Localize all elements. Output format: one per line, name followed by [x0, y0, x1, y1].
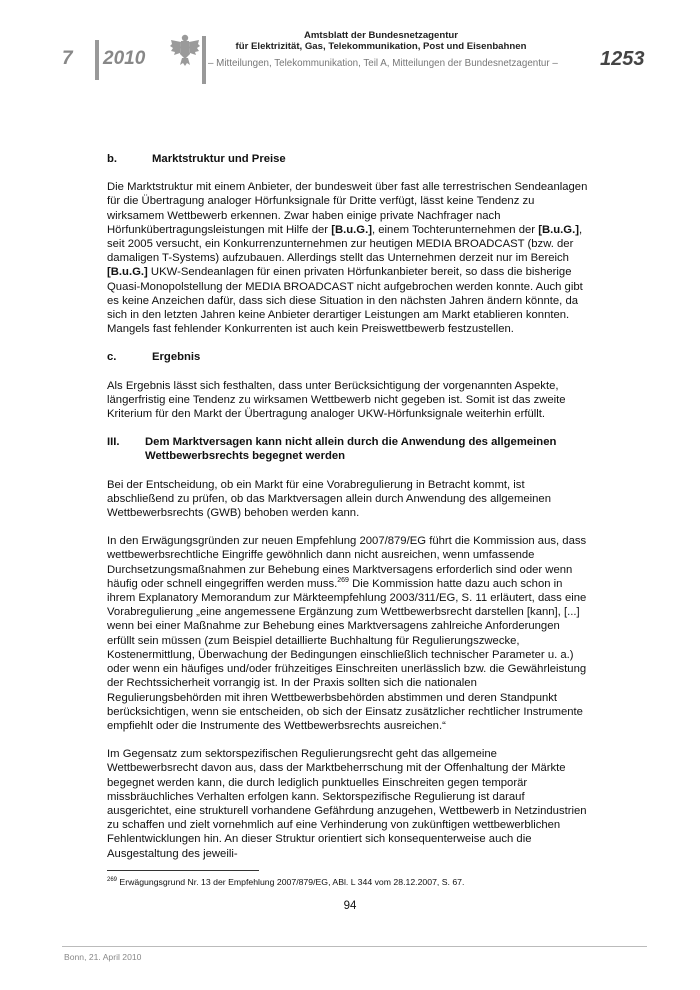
redaction-marker: [B.u.G.] — [107, 266, 148, 279]
text-run: Die Marktstruktur mit einem Anbieter, der bundesweit über fast alle terrestrischen Sendeanlagen für die Übertragung analoger Hörfunksignale für Dritte verfügt, lässt keine Tendenz zu wirksamem Wettbewerb erkennen. Zwar haben einige private Nachfrager nach Hörfunkübertragungsleistungen mit Hilfe der — [107, 181, 588, 236]
federal-eagle-icon — [170, 32, 200, 68]
footer-divider — [62, 946, 647, 947]
text-run: Die Kommission hatte dazu auch schon in ihrem Explanatory Memorandum zur Märkteempfehlung 2003/311/EG, S. 11 erläutert, dass eine Vorabregulierung „eine angemessene Ergänzung zum Wettbewerbsrecht darstellen [kann], [...] wenn bei einer Maßnahme zur Behebung eines Marktversagens zahlreiche Anforderungen erfüllt sein müssen (zum Beispiel detaillierte Buchhaltung für Regulierungszwecke, Kostenermittlung, Überwachung der Bedingungen einschließlich technischer Parameter u. a.) oder wenn ein häufiges und/oder frühzeitiges Einschreiten unerlässlich bzw. die Gewährleistung der Rechtssicherheit vorrangig ist. In der Praxis sollten sich die nationalen Regulierungsbehörden mit ihren Wettbewerbsbehörden abstimmen und deren Standpunkt berücksichtigen, wenn sie entscheiden, ob sich der Einsatz zusätzlicher rechtlicher Instrumente empfiehlt oder die Instrumente des Wettbewerbsrechts ausreichen.“ — [107, 577, 587, 732]
footnote-text: Erwägungsgrund Nr. 13 der Empfehlung 2007/879/EG, ABl. L 344 vom 28.12.2007, S. 67. — [117, 877, 465, 887]
section-number: b. — [107, 153, 118, 165]
paragraph: Als Ergebnis lässt sich festhalten, dass unter Berücksichtigung der vorgenannten Aspekte, längerfristig eine Tendenz zu wirksamen Wettbewerb nicht gegeben ist. Somit ist das zweite Kriterium für den Markt der Übertragung analoger UKW-Hörfunksignale weiterhin erfüllt. — [107, 379, 566, 421]
section-heading — [107, 435, 589, 463]
gazette-page-number: 1253 — [600, 48, 645, 70]
footnote-divider — [107, 870, 259, 871]
text-run: In den Erwägungsgründen zur neuen Empfehlung 2007/879/EG führt die Kommission aus, dass wettbewerbsrechtliche Eingriffe gewöhnlich dann nicht ausreichen, wenn umfassende Durchsetzungsmaßnahmen zur Behebung eines Marktversagens erforderlich sind oder wenn häufig oder schnell eingegriffen werden muss. — [107, 535, 587, 590]
section-title: Dem Marktversagen kann nicht allein durch die Anwendung des allgemeinen Wettbewerbsrechts begegnet werden — [145, 436, 557, 463]
paragraph — [107, 180, 589, 336]
gazette-title-line: Amtsblatt der Bundesnetzagentur — [303, 30, 459, 41]
document-body — [107, 152, 589, 875]
text-run: , seit 2005 versucht, ein Konkurrenzunternehmen zur heutigen MEDIA BROADCAST (bzw. der damaligen T-Systems) aufzubauen. Allerdings stellt das Unternehmen derzeit nur im Bereich — [107, 223, 583, 265]
section-heading — [107, 350, 589, 364]
section-heading — [107, 152, 589, 166]
gazette-title — [206, 30, 556, 52]
section-title: Ergebnis — [152, 351, 201, 364]
issue-number: 7 — [62, 48, 73, 69]
section-number: III. — [107, 436, 120, 449]
text-run: , einem Tochterunternehmen der — [371, 223, 539, 236]
header-divider — [95, 40, 99, 80]
section-number: c. — [107, 351, 117, 364]
paragraph: Bei der Entscheidung, ob ein Markt für eine Vorabregulierung in Betracht kommt, ist abschließend zu prüfen, ob das Marktversagen allein durch Anwendung des allgemeinen Wettbewerbsrechts (GWB) behoben werden kann. — [107, 478, 551, 520]
text-run: UKW-Sendeanlagen für einen privaten Hörfunkanbieter bereit, so dass die bisherige Quasi-Monopolstellung der MEDIA BROADCAST nicht aufgebrochen werden konnte. Auch gibt es keine Anzeichen dafür, dass sich diese Situation in den nächsten Jahren ändern könnte, da sich in den letzten Jahren keine Anbieter derartiger Leistungen am Markt etablieren konnten. Mangels fast fehlender Konkurrenten ist auch kein Preiswettbewerb festzustellen. — [107, 266, 583, 336]
redaction-marker: [B.u.G.] — [331, 223, 372, 236]
section-title: Marktstruktur und Preise — [152, 153, 286, 165]
gazette-title-line: für Elektrizität, Gas, Telekommunikation, Post und Eisenbahnen — [235, 41, 527, 52]
footnote — [107, 877, 464, 887]
page-number: 94 — [343, 900, 357, 912]
footnote-number: 269 — [107, 877, 118, 884]
footnote-reference[interactable]: 269 — [337, 577, 349, 585]
paragraph: Im Gegensatz zum sektorspezifischen Regulierungsrecht geht das allgemeine Wettbewerbsrecht davon aus, dass der Marktbeherrschung mit der Offenhaltung der Märkte begegnet werden kann, die durch lediglich punktuelles Einschreiten gegen temporär missbräuchliches Verhalten erfolgen kann. Sektorspezifische Regulierung ist darauf ausgerichtet, eine strukturell vorhandene Gefährdung anzugehen, Wettbewerb in Netzindustrien zu schaffen und zielt vornehmlich auf eine Verhinderung von zukünftigen wettbewerblichen Fehlentwicklungen hin. An dieser Struktur orientiert sich konsequenterweise auch die Ausgestaltung des jeweili- — [107, 748, 587, 860]
paragraph — [107, 534, 589, 733]
redaction-marker: [B.u.G.] — [538, 223, 579, 236]
gazette-subtitle: – Mitteilungen, Telekommunikation, Teil A, Mitteilungen der Bundesnetzagentur – — [208, 58, 558, 69]
issue-year: 2010 — [103, 48, 146, 69]
footer-place-date: Bonn, 21. April 2010 — [64, 952, 142, 962]
